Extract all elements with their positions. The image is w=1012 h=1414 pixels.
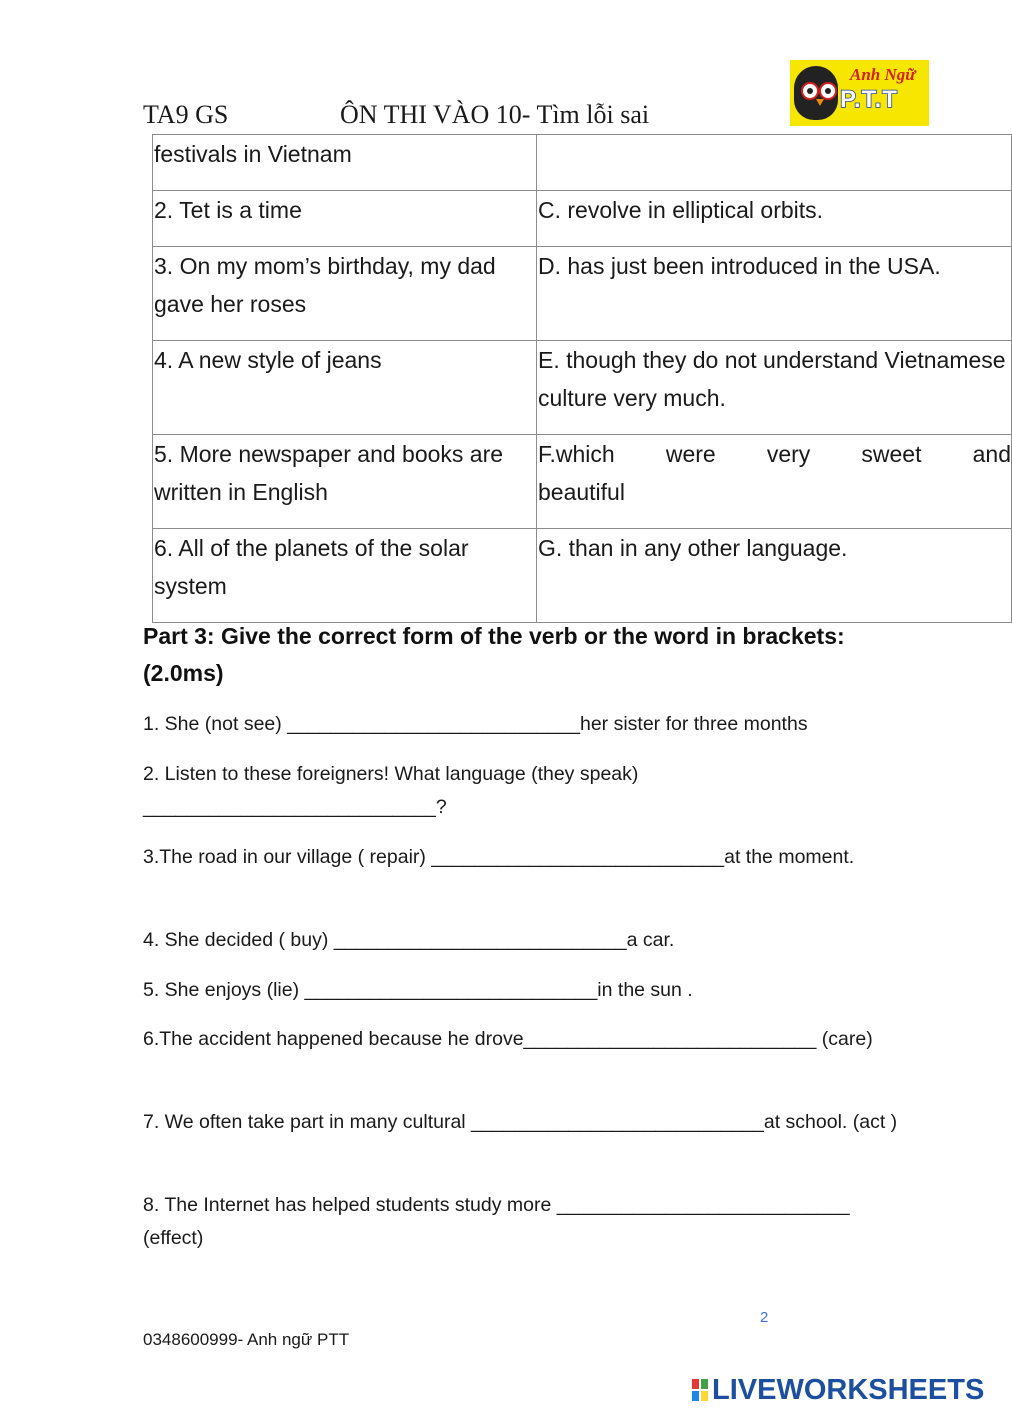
- table-cell-left: 3. On my mom’s birthday, my dad gave her roses: [153, 247, 537, 341]
- word: sweet: [861, 441, 922, 467]
- justified-line: [538, 435, 1011, 473]
- logo-text-line1: Anh Ngữ: [850, 65, 916, 84]
- word: F.which: [538, 441, 615, 467]
- word: and: [972, 441, 1011, 467]
- table-row: [153, 191, 1012, 247]
- table-row: [153, 435, 1012, 529]
- footer-text: 0348600999- Anh ngữ PTT: [143, 1330, 350, 1349]
- watermark-text: LIVEWORKSHEETS: [712, 1373, 985, 1406]
- question-item: 4. She decided ( buy) ___________________________a car.: [143, 929, 675, 951]
- table-cell-left: 4. A new style of jeans: [153, 341, 537, 435]
- table-cell-left: 5. More newspaper and books are written in English: [153, 435, 537, 529]
- table-cell-right: [537, 435, 1012, 529]
- owl-body: [794, 66, 838, 120]
- question-item: 3.The road in our village ( repair) ___________________________at the moment.: [143, 846, 855, 868]
- owl-eye-right: [819, 82, 837, 100]
- table-cell-right: D. has just been introduced in the USA.: [537, 247, 1012, 341]
- word: very: [766, 441, 811, 467]
- table-cell-right: E. though they do not understand Vietnamese culture very much.: [537, 341, 1012, 435]
- owl-logo-icon: [790, 60, 929, 126]
- liveworksheets-watermark: [692, 1372, 984, 1408]
- question-item: 2. Listen to these foreigners! What language (they speak) ___________________________?: [143, 763, 639, 818]
- table-cell-left: 2. Tet is a time: [153, 191, 537, 247]
- part3-heading: Part 3: Give the correct form of the verb or the word in brackets: (2.0ms): [143, 623, 845, 686]
- liveworksheets-logo-icon: [692, 1379, 708, 1401]
- second-line: beautiful: [538, 479, 625, 505]
- matching-table: [152, 134, 1012, 623]
- table-row: [153, 135, 1012, 191]
- table-cell-right: G. than in any other language.: [537, 529, 1012, 623]
- owl-beak: [816, 99, 824, 106]
- page-header: [143, 100, 650, 130]
- word: were: [665, 441, 716, 467]
- table-cell-left: 6. All of the planets of the solar system: [153, 529, 537, 623]
- question-item: 7. We often take part in many cultural ___________________________at school. (act ): [143, 1111, 898, 1133]
- table-row: [153, 341, 1012, 435]
- table-cell-left: festivals in Vietnam: [153, 135, 537, 191]
- owl-eye-left: [801, 82, 819, 100]
- logo-text-line2: P.T.T: [840, 86, 898, 113]
- question-item: 6.The accident happened because he drove___________________________ (care): [143, 1028, 873, 1050]
- table-row: [153, 529, 1012, 623]
- question-item: 5. She enjoys (lie) ___________________________in the sun .: [143, 979, 693, 1001]
- header-title: ÔN THI VÀO 10- Tìm lỗi sai: [340, 100, 650, 129]
- question-item: 8. The Internet has helped students study more ___________________________ (effect): [143, 1194, 850, 1249]
- header-code: TA9 GS: [143, 100, 229, 129]
- table-cell-right: [537, 135, 1012, 191]
- table-cell-right: C. revolve in elliptical orbits.: [537, 191, 1012, 247]
- question-item: 1. She (not see) ___________________________her sister for three months: [143, 713, 808, 735]
- table-row: [153, 247, 1012, 341]
- page-number: 2: [760, 1309, 769, 1326]
